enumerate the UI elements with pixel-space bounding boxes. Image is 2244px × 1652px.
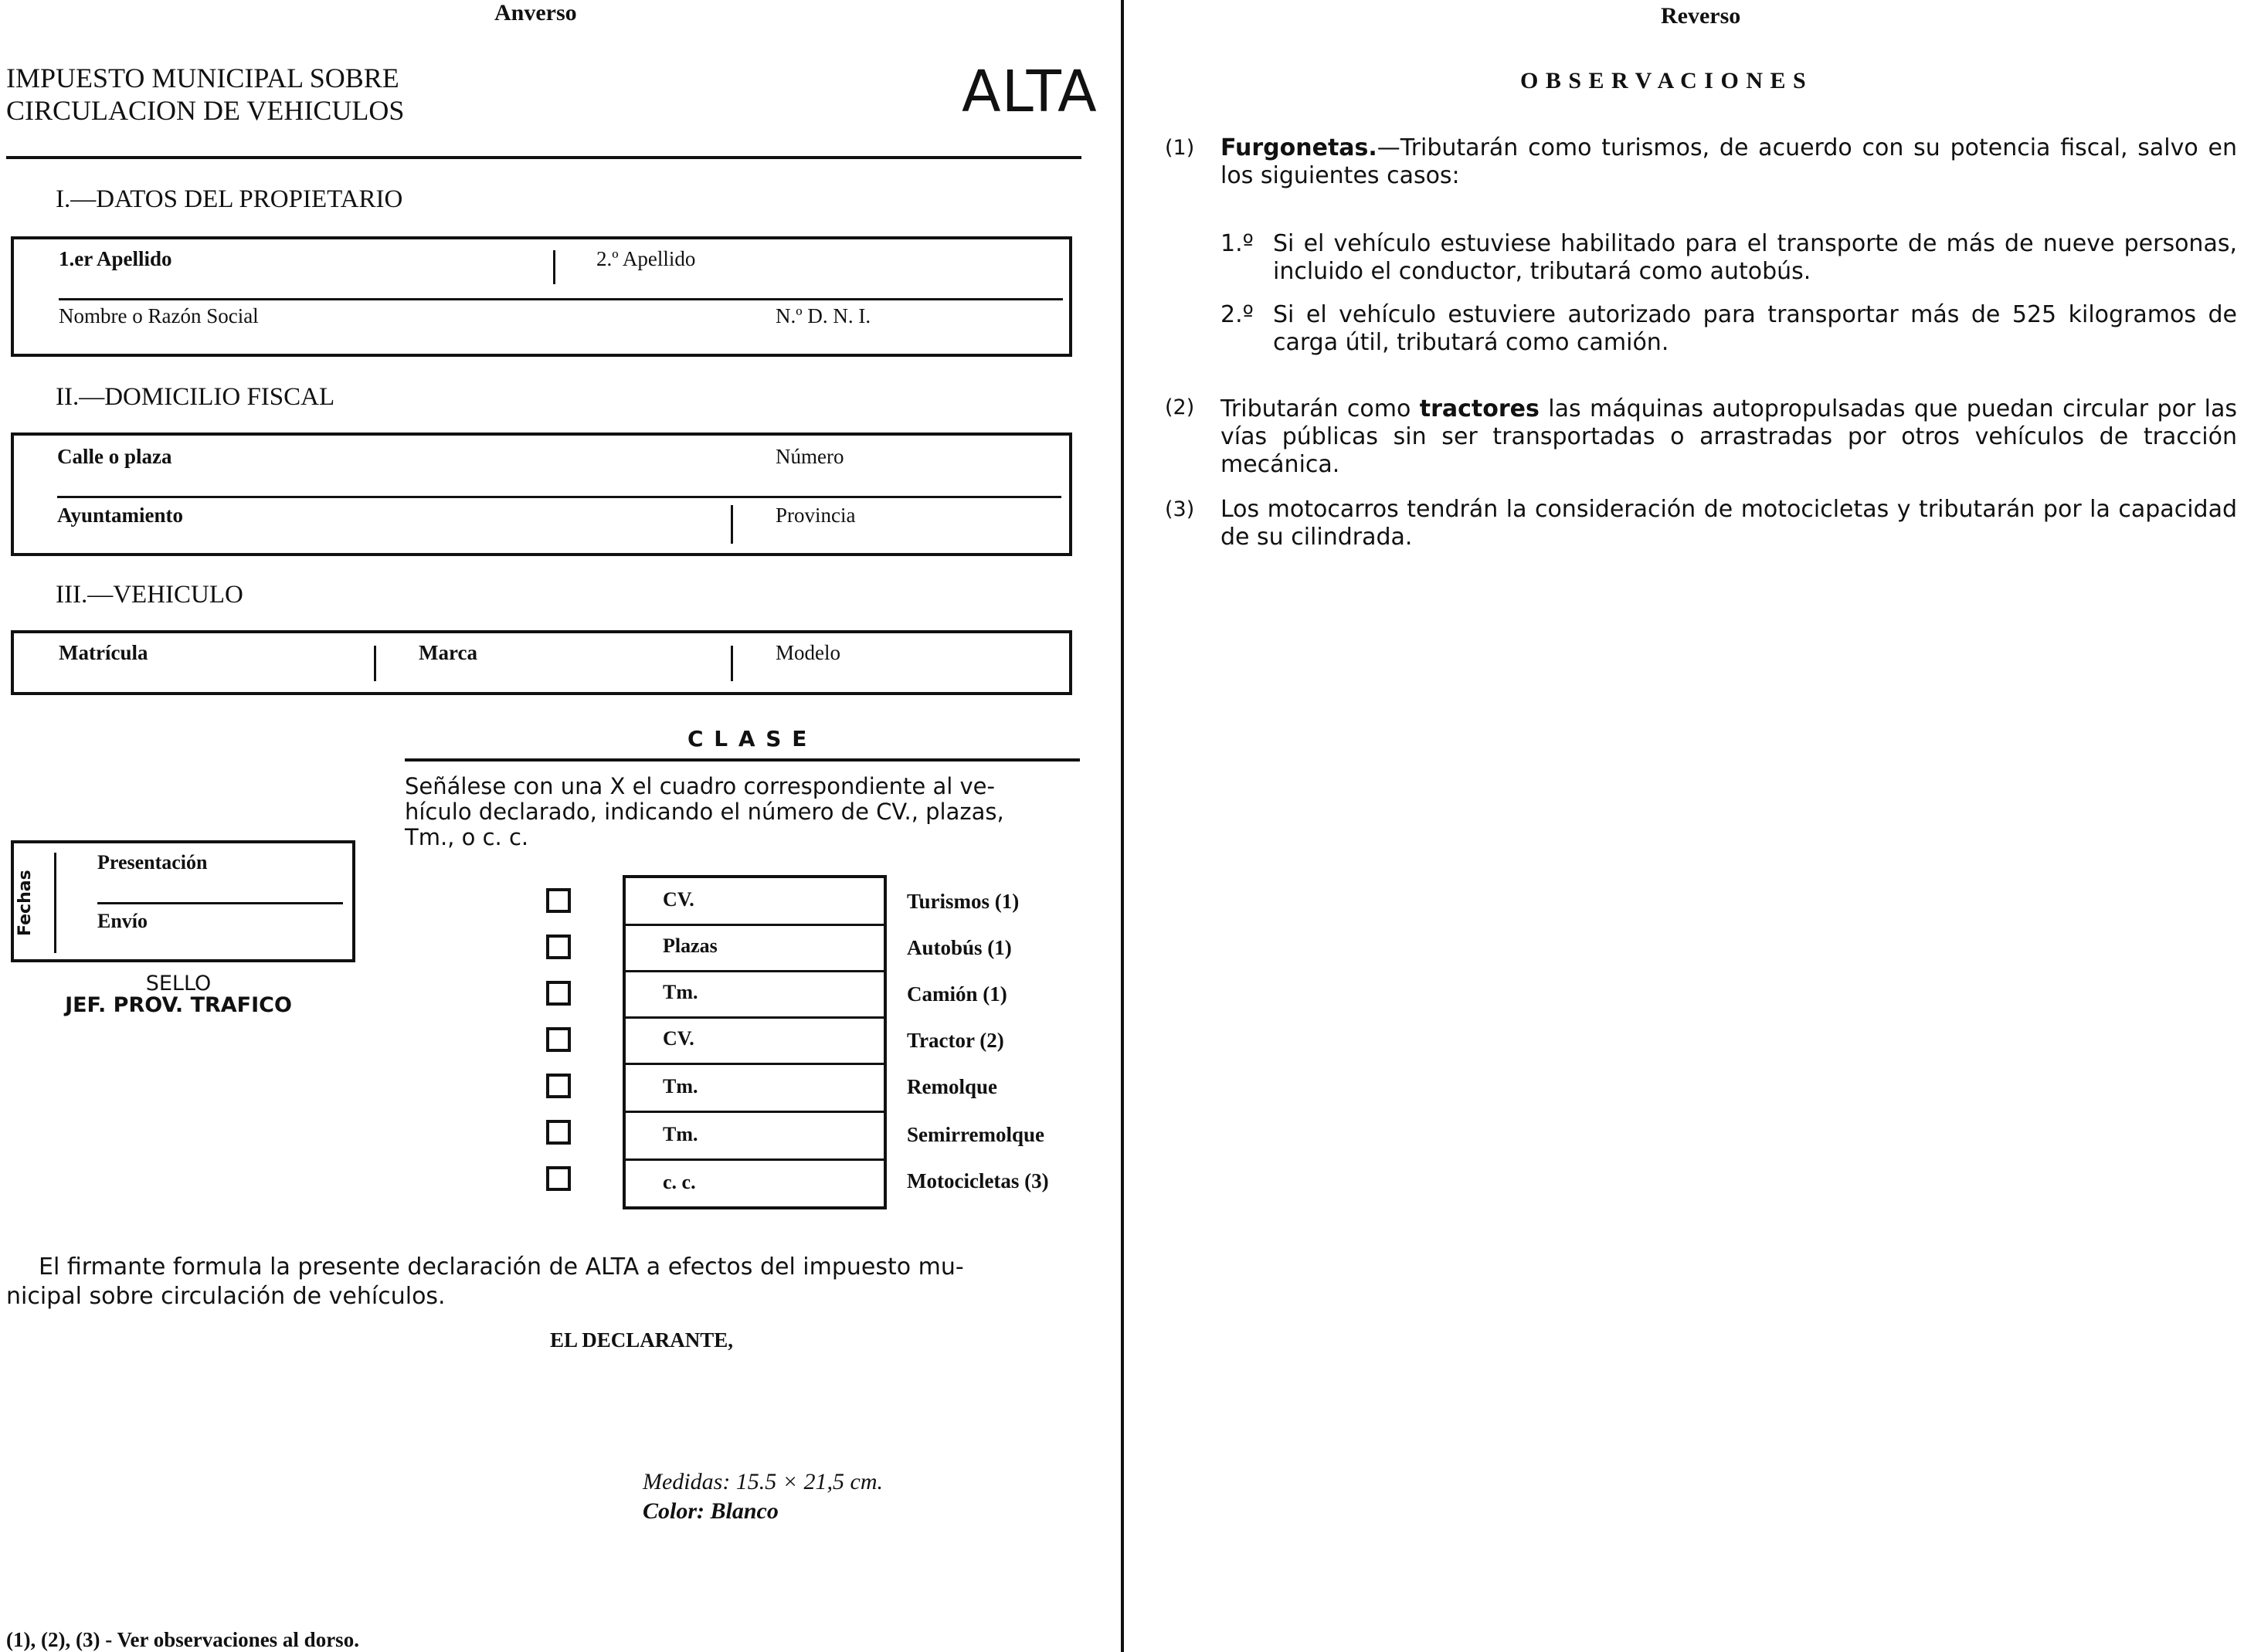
fiscal-address-box [11,433,1072,556]
form-title [6,62,404,127]
class-unit: Plazas [663,935,718,957]
checkbox-motocicletas[interactable] [546,1166,571,1191]
class-label-tractor: Tractor (2) [907,1029,1004,1052]
obs1-bold: Furgonetas. [1220,134,1377,161]
declaration-text [6,1253,1081,1311]
form-specs [643,1467,883,1526]
checkbox-remolque[interactable] [546,1074,571,1098]
class-label-turismos: Turismos (1) [907,890,1020,913]
clase-heading: C L A S E [687,726,809,751]
measures-text: Medidas: 15.5 × 21,5 cm. [643,1469,884,1494]
section3-heading: III.—VEHICULO [56,581,243,609]
owner-data-box [11,236,1072,357]
instructions-line3: Tm., o c. c. [405,824,529,850]
alta-badge: ALTA [962,59,1098,125]
row-divider [97,902,343,904]
obs1-case1-number: 1.º [1220,230,1254,257]
stamp-caption [28,973,329,1016]
obs1-text [1220,134,2237,190]
checkbox-tractor[interactable] [546,1027,571,1052]
obs1-number: (1) [1165,136,1195,160]
obs1-case2-number: 2.º [1220,301,1254,328]
class-unit: Tm. [663,1123,698,1145]
section2-heading: II.—DOMICILIO FISCAL [56,383,335,411]
class-label-camion: Camión (1) [907,982,1007,1006]
page-divider [1121,0,1124,1652]
class-unit: CV. [663,1027,694,1050]
field-divider [374,646,376,681]
obs2-pre: Tributarán como [1220,395,1420,422]
number-field[interactable]: Número [776,445,844,468]
stamp-line2: JEF. PROV. TRAFICO [65,993,292,1017]
obs1-case1-text: Si el vehículo estuviese habilitado para el transporte de más de nueve personas, incluido el conductor, tributará como autobús. [1273,230,2237,285]
row-divider [59,298,1063,300]
field-divider [553,250,555,284]
plate-field[interactable]: Matrícula [59,641,148,664]
name-field[interactable]: Nombre o Razón Social [59,304,259,327]
checkbox-turismos[interactable] [546,888,571,913]
obs2-number: (2) [1165,395,1195,419]
row-divider [626,1111,884,1113]
color-text: Color: Blanco [643,1498,779,1524]
class-label-semirremolque: Semirremolque [907,1123,1044,1146]
clase-divider [405,758,1080,762]
stamp-line1: SELLO [145,972,212,996]
obs3-text: Los motocarros tendrán la consideración de motocicletas y tributarán por la capacidad de su cilindrada. [1220,496,2237,551]
row-divider [626,1063,884,1065]
row-divider [626,924,884,926]
title-divider [6,156,1081,159]
observations-heading: O B S E R V A C I O N E S [1520,68,1807,93]
street-field[interactable]: Calle o plaza [57,445,172,468]
row-divider [626,1016,884,1019]
row-divider [57,496,1061,498]
declaration-line2: nicipal sobre circulación de vehículos. [6,1283,446,1310]
class-unit: CV. [663,888,694,911]
field-divider [731,646,733,681]
dates-vertical-label: Fechas [15,870,35,936]
row-divider [626,970,884,972]
instructions-line1: Señálese con una X el cuadro correspondiente al ve- [405,773,995,799]
council-field[interactable]: Ayuntamiento [57,504,184,527]
class-label-motocicletas: Motocicletas (3) [907,1169,1049,1192]
dates-divider [54,853,56,953]
vehicle-box [11,630,1072,695]
reverso-page-label: Reverso [1661,3,1741,29]
form-title-line1: IMPUESTO MUNICIPAL SOBRE [6,63,399,93]
class-label-remolque: Remolque [907,1075,997,1098]
second-surname-field[interactable]: 2.º Apellido [596,247,696,270]
brand-field[interactable]: Marca [419,641,477,664]
row-divider [626,1158,884,1161]
shipping-date-field[interactable]: Envío [97,910,148,932]
model-field[interactable]: Modelo [776,641,840,664]
section1-heading: I.—DATOS DEL PROPIETARIO [56,185,403,213]
dni-field[interactable]: N.º D. N. I. [776,304,871,327]
dates-box [11,840,355,962]
class-unit: c. c. [663,1171,696,1193]
clase-instructions [405,774,1085,850]
anverso-page-label: Anverso [494,0,577,25]
obs1-case2-text: Si el vehículo estuviere autorizado para transportar más de 525 kilogramos de carga útil, tributará como camión. [1273,301,2237,356]
checkbox-autobus[interactable] [546,935,571,959]
checkbox-semirremolque[interactable] [546,1120,571,1145]
obs2-bold: tractores [1419,395,1540,422]
presentation-date-field[interactable]: Presentación [97,851,208,873]
first-surname-field[interactable]: 1.er Apellido [59,247,172,270]
field-divider [731,505,733,544]
obs2-text [1220,395,2237,479]
declaration-line1: El firmante formula la presente declaración de ALTA a efectos del impuesto mu- [39,1253,964,1281]
class-unit: Tm. [663,1075,698,1097]
obs3-number: (3) [1165,497,1195,521]
class-unit: Tm. [663,981,698,1003]
declarant-label: EL DECLARANTE, [550,1328,734,1352]
checkbox-camion[interactable] [546,981,571,1006]
obs1-rest: —Tributarán como turismos, de acuerdo con su potencia fiscal, salvo en los siguientes casos: [1220,134,2237,189]
footnote: (1), (2), (3) - Ver observaciones al dorso. [6,1628,359,1651]
obs2-rest: las máquinas autopropulsadas que puedan circular por las vías públicas sin ser transportadas o arrastradas por otros vehículos de tracción mecánica. [1220,395,2237,478]
instructions-line2: hículo declarado, indicando el número de CV., plazas, [405,799,1004,825]
province-field[interactable]: Provincia [776,504,856,527]
class-label-autobus: Autobús (1) [907,936,1012,959]
form-title-line2: CIRCULACION DE VEHICULOS [6,95,405,126]
